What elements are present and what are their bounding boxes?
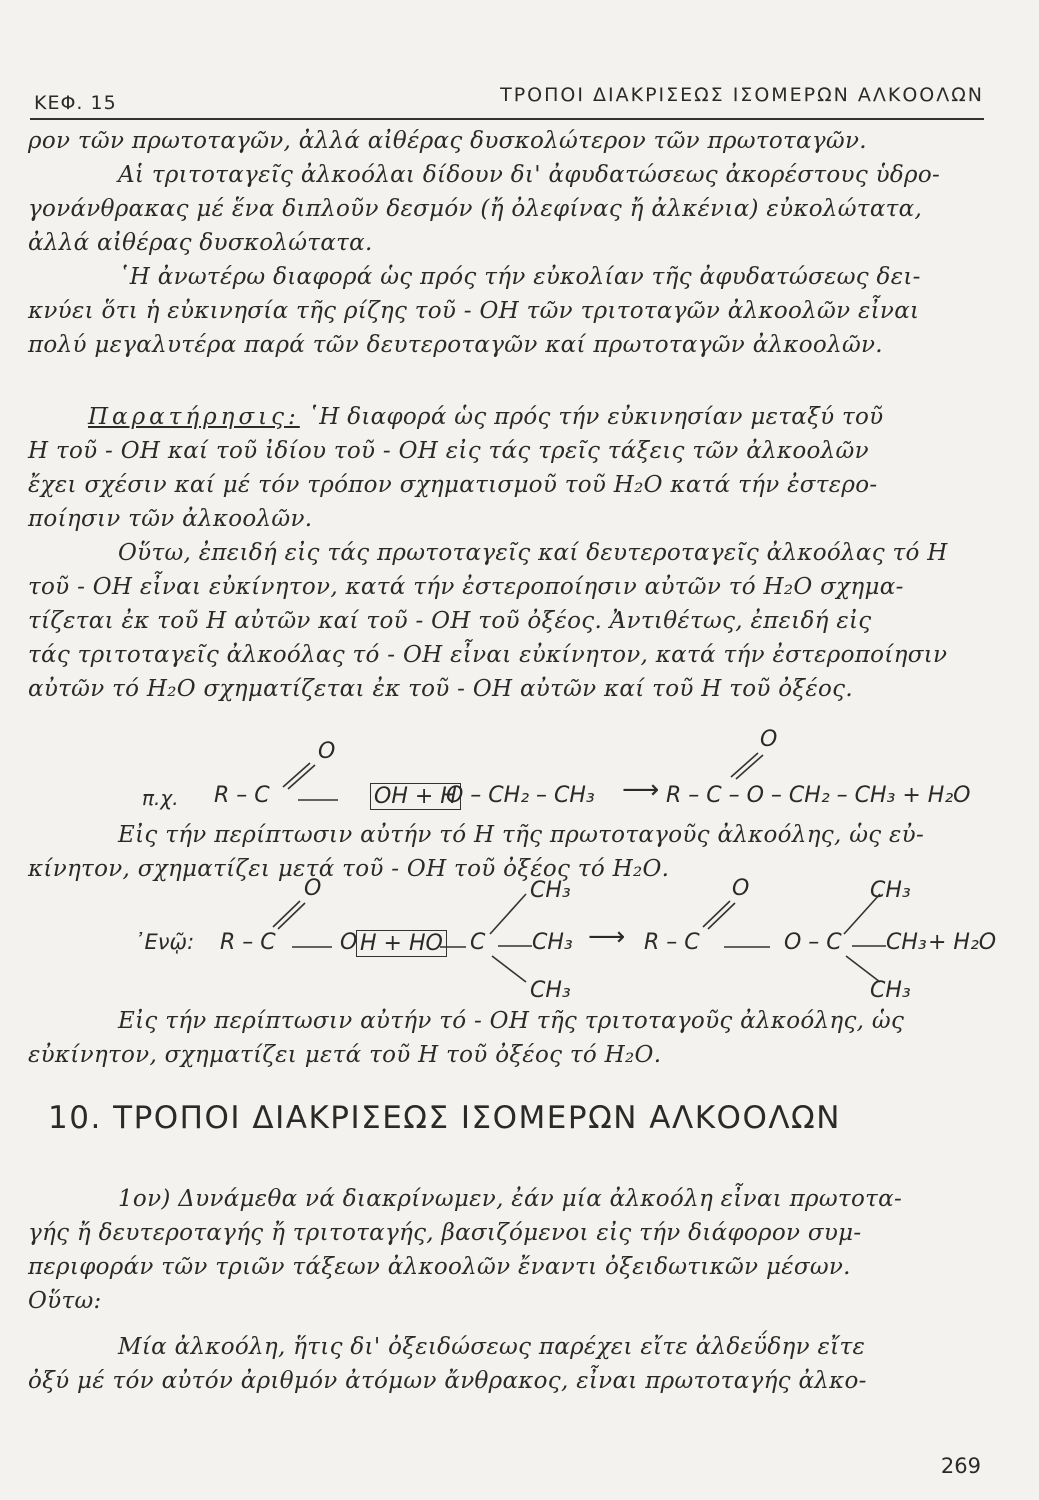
running-title: ΤΡΟΠΟΙ ΔΙΑΚΡΙΣΕΩΣ ΙΣΟΜΕΡΩΝ ΑΛΚΟΟΛΩΝ xyxy=(500,84,984,106)
text-line: Μία ἀλκοόλη, ἥτις δι' ὀξειδώσεως παρέχει εἴτε ἀλδεΰδην εἴτε xyxy=(118,1334,866,1360)
single-bond-icon xyxy=(724,944,774,950)
text-line: τάς τριτοταγεῖς ἀλκοόλας τό - ΟΗ εἶναι εὐκίνητον, κατά τήν ἐστεροποίησιν xyxy=(28,642,948,668)
text-line: γονάνθρακας μέ ἕνα διπλοῦν δεσμόν (ἤ ὀλεφίνας ἤ ἀλκένια) εὐκολώτατα, xyxy=(28,196,923,222)
reaction-2-box: H + HO xyxy=(356,930,447,957)
reaction-1-product: R – C – O – CH₂ – CH₃ + H₂O xyxy=(666,783,971,808)
reaction-arrow-icon: ⟶ xyxy=(622,775,660,805)
text-line: ρον τῶν πρωτοταγῶν, ἀλλά αἰθέρας δυσκολώτερον τῶν πρωτοταγῶν. xyxy=(28,128,867,154)
double-bond-icon xyxy=(700,898,740,930)
page-number: 269 xyxy=(940,1454,981,1478)
text-line: 1ον) Δυνάμεθα νά διακρίνωμεν, ἐάν μία ἀλκοόλη εἶναι πρωτοτα- xyxy=(118,1186,903,1212)
text-line: πολύ μεγαλυτέρα παρά τῶν δευτεροταγῶν καί πρωτοταγῶν ἀλκοολῶν. xyxy=(28,332,883,358)
text-line: Εἰς τήν περίπτωσιν αὐτήν τό Η τῆς πρωτοταγοῦς ἀλκοόλης, ὡς εὐ- xyxy=(118,822,925,848)
text-line: τίζεται ἐκ τοῦ Η αὐτῶν καί τοῦ - ΟΗ τοῦ ὀξέος. Ἀντιθέτως, ἐπειδή εἰς xyxy=(28,608,872,634)
text-line: Αἱ τριτοταγεῖς ἀλκοόλαι δίδουν δι' ἀφυδατώσεως ἀκορέστους ὑδρο- xyxy=(118,162,941,188)
chapter-label: ΚΕΦ. 15 xyxy=(34,92,117,114)
reaction-1-prefix: π.χ. xyxy=(142,786,179,810)
note-label: Παρατήρησις: xyxy=(88,404,300,430)
text-line: κίνητον, σχηματίζει μετά τοῦ - ΟΗ τοῦ ὀξέος τό Η₂Ο. xyxy=(28,856,670,882)
single-bond-icon xyxy=(298,797,340,803)
text-line: ὀξύ μέ τόν αὐτόν ἀριθμόν ἀτόμων ἄνθρακος, εἶναι πρωτοταγής ἀλκο- xyxy=(28,1368,867,1394)
reaction-1-acid: R – C xyxy=(214,783,270,808)
reaction-arrow-icon: ⟶ xyxy=(588,922,626,952)
reaction-1-box: OH + H xyxy=(370,783,461,810)
reaction-2-acid: R – C xyxy=(220,930,276,955)
single-bond-icon xyxy=(292,944,334,950)
section-heading: 10. ΤΡΟΠΟΙ ΔΙΑΚΡΙΣΕΩΣ ΙΣΟΜΕΡΩΝ ΑΛΚΟΟΛΩΝ xyxy=(48,1100,841,1136)
text-line: ποίησιν τῶν ἀλκοολῶν. xyxy=(28,506,313,532)
paragraph-after-reaction-2 xyxy=(28,1004,1000,1072)
reaction-1-carbonyl-oxygen: O xyxy=(318,739,336,764)
text-line: ἔχει σχέσιν καί μέ τόν τρόπον σχηματισμοῦ τοῦ Η₂Ο κατά τήν ἐστερο- xyxy=(28,472,878,498)
text-line: εὐκίνητον, σχηματίζει μετά τοῦ Η τοῦ ὀξέος τό Η₂Ο. xyxy=(28,1042,662,1068)
note-block xyxy=(28,400,1000,706)
reaction-2-methyl-down: CH₃ xyxy=(530,978,571,1003)
text-line: ἀλλά αἰθέρας δυσκολώτατα. xyxy=(28,230,373,256)
reaction-2-central-carbon: C xyxy=(470,930,486,955)
note-first-line xyxy=(28,400,1000,434)
header-rule xyxy=(30,118,984,120)
reaction-2-methyl-mid: CH₃ xyxy=(532,930,573,955)
reaction-2-product-acid: R – C xyxy=(644,930,700,955)
text-line: Η τοῦ - ΟΗ καί τοῦ ἰδίου τοῦ - ΟΗ εἰς τάς τρεῖς τάξεις τῶν ἀλκοολῶν xyxy=(28,438,869,464)
text-line: κνύει ὅτι ἡ εὐκινησία τῆς ρίζης τοῦ - ΟΗ τῶν τριτοταγῶν ἀλκοολῶν εἶναι xyxy=(28,298,920,324)
double-bond-icon xyxy=(280,760,320,790)
text-line: Οὕτω: xyxy=(28,1288,102,1314)
reaction-2-prefix: ᾿Ενῷ: xyxy=(134,930,195,954)
paragraph-block-a xyxy=(28,124,1000,362)
double-bond-icon xyxy=(270,898,310,930)
page-header xyxy=(30,78,984,120)
text-line: ῾Η ἀνωτέρω διαφορά ὡς πρός τήν εὐκολίαν τῆς ἀφυδατώσεως δει- xyxy=(118,264,921,290)
reaction-2-product-oxygen: O xyxy=(732,876,750,901)
double-bond-icon xyxy=(728,750,768,780)
text-line: περιφοράν τῶν τριῶν τάξεων ἀλκοολῶν ἔναντι ὀξειδωτικῶν μέσων. xyxy=(28,1254,851,1280)
reaction-2-carbonyl-oxygen: O xyxy=(304,876,322,901)
text-line: Οὕτω, ἐπειδή εἰς τάς πρωτοταγεῖς καί δευτεροταγεῖς ἀλκοόλας τό Η xyxy=(118,540,948,566)
reaction-2-product-water: + H₂O xyxy=(928,930,997,955)
text-line: Εἰς τήν περίπτωσιν αὐτήν τό - ΟΗ τῆς τριτοταγοῦς ἀλκοόλης, ὡς xyxy=(118,1008,905,1034)
reaction-1-product-oxygen: O xyxy=(760,727,778,752)
note-first-text: ῾Η διαφορά ὡς πρός τήν εὐκινησίαν μεταξύ τοῦ xyxy=(307,404,884,430)
single-bond-icon xyxy=(440,944,470,950)
text-line: γής ἤ δευτεροταγής ἤ τριτοταγής, βασιζόμενοι εἰς τήν διάφορον συμ- xyxy=(28,1220,862,1246)
reaction-2-product-methyl-down: CH₃ xyxy=(870,978,911,1003)
reaction-2-oxygen: O xyxy=(340,930,358,955)
reaction-2-product-ester: O – C xyxy=(784,930,842,955)
reaction-1-alcohol: O – CH₂ – CH₃ xyxy=(446,783,595,808)
section-body xyxy=(28,1182,1000,1398)
text-line: τοῦ - ΟΗ εἶναι εὐκίνητον, κατά τήν ἐστεροποίησιν αὐτῶν τό Η₂Ο σχημα- xyxy=(28,574,904,600)
reaction-2-product-methyl-up: CH₃ xyxy=(870,878,911,903)
reaction-2-methyl-up: CH₃ xyxy=(530,878,571,903)
reaction-2-product-methyl-mid: CH₃ xyxy=(886,930,927,955)
text-line: αὐτῶν τό Η₂Ο σχηματίζεται ἐκ τοῦ - ΟΗ αὐτῶν καί τοῦ Η τοῦ ὀξέος. xyxy=(28,676,853,702)
